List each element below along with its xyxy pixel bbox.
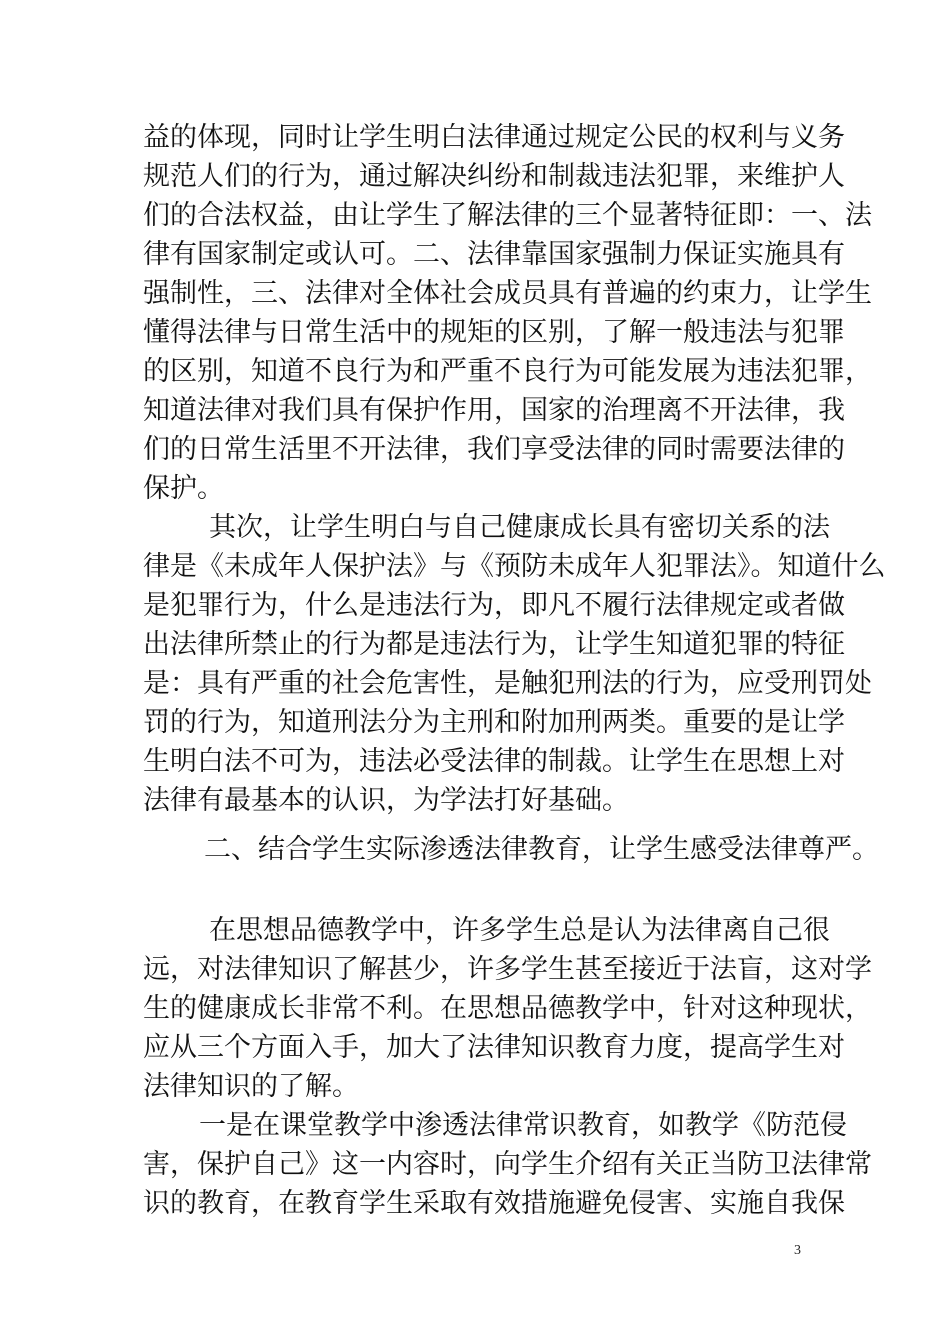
text-line-6: 懂得法律与日常生活中的规矩的区别，了解一般违法与犯罪 (143, 317, 845, 348)
text-line-27: 识的教育，在教育学生采取有效措施避免侵害、实施自我保 (143, 1188, 845, 1219)
text-line-5: 强制性，三、法律对全体社会成员具有普遍的约束力，让学生 (143, 278, 872, 309)
text-line-4: 律有国家制定或认可。二、法律靠国家强制力保证实施具有 (143, 239, 845, 270)
text-line-10: 保护。 (143, 473, 224, 504)
text-line-1: 益的体现，同时让学生明白法律通过规定公民的权利与义务 (143, 122, 845, 153)
text-line-23: 应从三个方面入手，加大了法律知识教育力度，提高学生对 (143, 1032, 845, 1063)
text-line-20: 在思想品德教学中，许多学生总是认为法律离自己很 (209, 915, 830, 946)
text-line-22: 生的健康成长非常不利。在思想品德教学中，针对这种现状， (143, 993, 872, 1024)
text-line-16: 罚的行为，知道刑法分为主刑和附加刑两类。重要的是让学 (143, 707, 845, 738)
text-line-2: 规范人们的行为，通过解决纠纷和制裁违法犯罪，来维护人 (143, 161, 845, 192)
page-number: 3 (794, 1243, 801, 1258)
text-line-3: 们的合法权益，由让学生了解法律的三个显著特征即：一、法 (143, 200, 872, 231)
text-line-25: 一是在课堂教学中渗透法律常识教育，如教学《防范侵 (199, 1110, 847, 1141)
text-line-26: 害，保护自己》这一内容时，向学生介绍有关正当防卫法律常 (143, 1149, 872, 1180)
text-line-13: 是犯罪行为，什么是违法行为，即凡不履行法律规定或者做 (143, 590, 845, 621)
text-line-12: 律是《未成年人保护法》与《预防未成年人犯罪法》。知道什么 (143, 551, 886, 582)
text-line-7: 的区别，知道不良行为和严重不良行为可能发展为违法犯罪， (143, 356, 872, 387)
section-heading: 二、结合学生实际渗透法律教育，让学生感受法律尊严。 (204, 834, 879, 865)
text-line-15: 是：具有严重的社会危害性，是触犯刑法的行为，应受刑罚处 (143, 668, 872, 699)
text-line-14: 出法律所禁止的行为都是违法行为，让学生知道犯罪的特征 (143, 629, 845, 660)
text-line-24: 法律知识的了解。 (143, 1071, 359, 1102)
text-line-8: 知道法律对我们具有保护作用，国家的治理离不开法律，我 (143, 395, 845, 426)
text-line-11: 其次，让学生明白与自己健康成长具有密切关系的法 (209, 512, 830, 543)
text-line-17: 生明白法不可为，违法必受法律的制裁。让学生在思想上对 (143, 746, 845, 777)
text-line-9: 们的日常生活里不开法律，我们享受法律的同时需要法律的 (143, 434, 845, 465)
text-line-21: 远，对法律知识了解甚少，许多学生甚至接近于法盲，这对学 (143, 954, 872, 985)
text-line-18: 法律有最基本的认识，为学法打好基础。 (143, 785, 629, 816)
